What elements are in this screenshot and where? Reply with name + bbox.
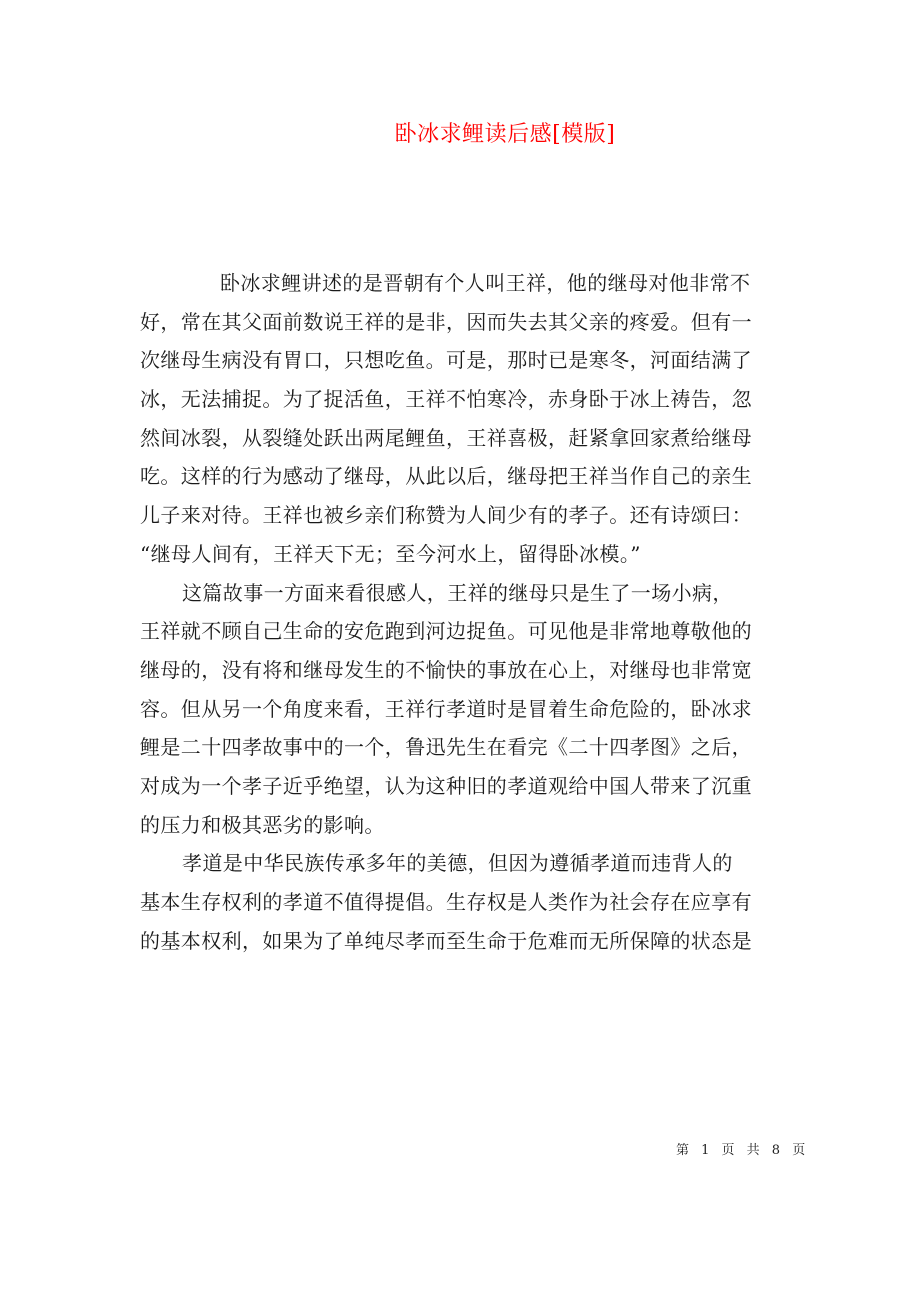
paragraph-3 <box>140 844 784 960</box>
text-line: 鲤是二十四孝故事中的一个，鲁迅先生在看完《二十四孝图》之后， <box>140 735 752 760</box>
document-body <box>140 264 784 960</box>
page-number-footer: 第 1 页 共 8 页 <box>676 1143 810 1158</box>
text-line: 对成为一个孝子近乎绝望，认为这种旧的孝道观给中国人带来了沉重 <box>140 773 752 798</box>
text-line: 的基本权利，如果为了单纯尽孝而至生命于危难而无所保障的状态是 <box>140 928 752 953</box>
text-line: 的压力和极其恶劣的影响。 <box>140 812 385 837</box>
text-line: 次继母生病没有胃口，只想吃鱼。可是，那时已是寒冬，河面结满了 <box>140 348 752 373</box>
document-title: 卧冰求鲤读后感[模版] <box>394 122 616 147</box>
text-line: 冰，无法捕捉。为了捉活鱼，王祥不怕寒冷，赤身卧于冰上祷告，忽 <box>140 387 752 412</box>
text-line: 吃。这样的行为感动了继母，从此以后，继母把王祥当作自己的亲生 <box>140 464 752 489</box>
text-line: 好，常在其父面前数说王祥的是非，因而失去其父亲的疼爱。但有一 <box>140 309 752 334</box>
text-line: 王祥就不顾自己生命的安危跑到河边捉鱼。可见他是非常地尊敬他的 <box>140 619 752 644</box>
text-line: 卧冰求鲤讲述的是晋朝有个人叫王祥，他的继母对他非常不 <box>220 271 751 295</box>
text-line: “继母人间有，王祥天下无；至今河水上，留得卧冰模。” <box>140 541 641 566</box>
text-line: 儿子来对待。王祥也被乡亲们称赞为人间少有的孝子。还有诗颂曰： <box>140 503 752 528</box>
paragraph-2 <box>140 574 784 845</box>
text-line: 这篇故事一方面来看很感人，王祥的继母只是生了一场小病， <box>182 580 733 605</box>
paragraph-1 <box>140 264 784 574</box>
text-line: 继母的，没有将和继母发生的不愉快的事放在心上，对继母也非常宽 <box>140 657 752 682</box>
text-line: 孝道是中华民族传承多年的美德，但因为遵循孝道而违背人的 <box>182 851 733 876</box>
text-line: 容。但从另一个角度来看，王祥行孝道时是冒着生命危险的，卧冰求 <box>140 696 752 721</box>
text-line: 然间冰裂，从裂缝处跃出两尾鲤鱼，王祥喜极，赶紧拿回家煮给继母 <box>140 425 752 450</box>
text-line: 基本生存权利的孝道不值得提倡。生存权是人类作为社会存在应享有 <box>140 890 752 914</box>
